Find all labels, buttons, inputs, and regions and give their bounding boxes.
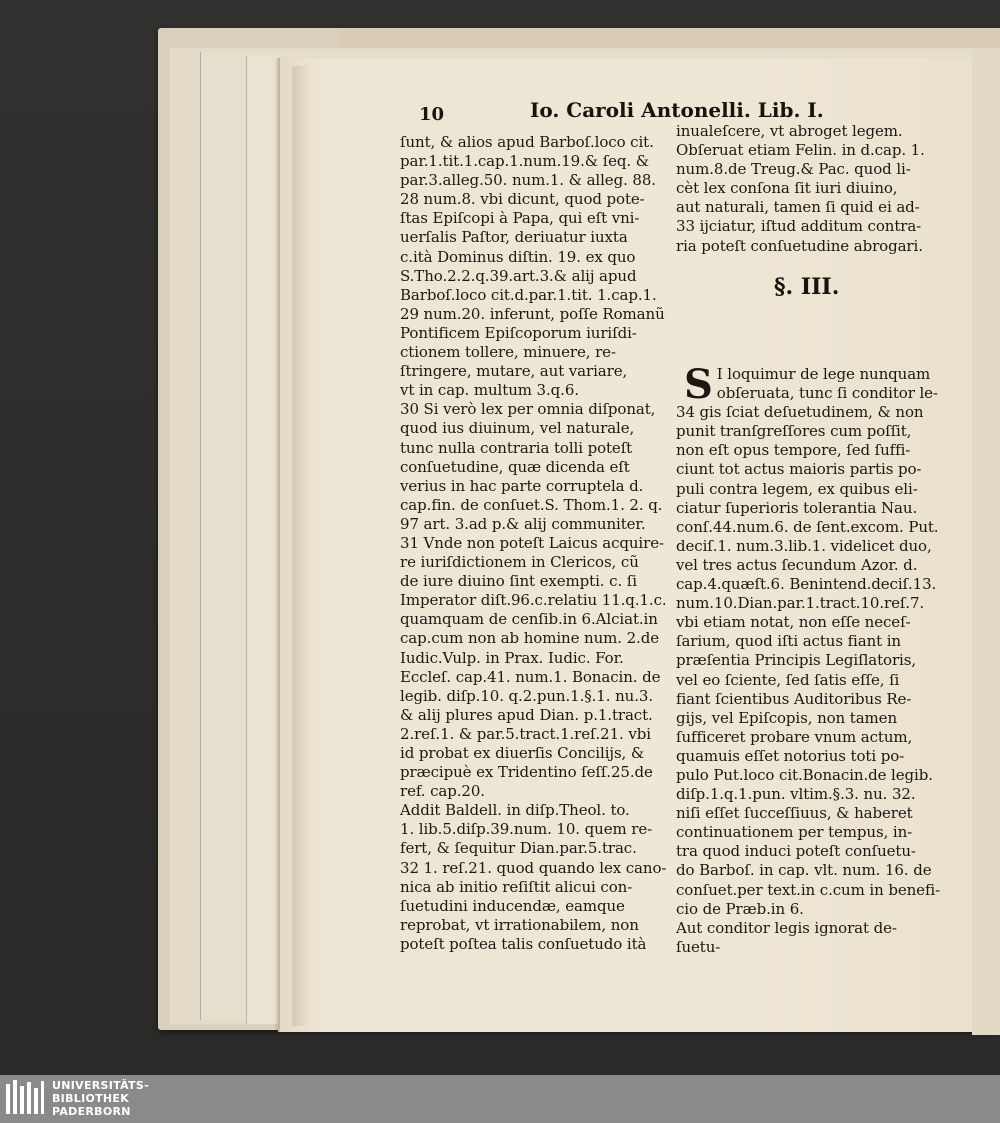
text-line: obſeruata, tunc ſi conditor le- (716, 384, 938, 403)
text-line: præſentia Principis Legiſlatoris, (676, 651, 917, 670)
text-line: Imperator diſt.96.c.relatiu 11.q.1.c. (400, 591, 667, 610)
text-line: cap.fin. de conſuet.S. Thom.1. 2. q. (400, 495, 663, 514)
library-name (52, 1079, 149, 1118)
text-line: quamuis eſſet notorius toti po- (676, 746, 905, 765)
text-line: tunc nulla contraria tolli poteſt (400, 438, 633, 457)
text-line: Eccleſ. cap.41. num.1. Bonacin. de (400, 667, 661, 686)
library-name-line: PADERBORN (52, 1105, 131, 1118)
library-footer-bar (0, 1075, 1000, 1123)
text-line: quod ius diuinum, vel naturale, (400, 419, 635, 438)
text-line: num.10.Dian.par.1.tract.10.reſ.7. (676, 594, 925, 613)
text-line: 32 1. reſ.21. quod quando lex cano- (400, 858, 667, 877)
text-line: 97 art. 3.ad p.& alij communiter. (400, 514, 646, 533)
text-line: conſuet.per text.in c.cum in benefi- (676, 880, 941, 899)
text-line: nica ab initio reſiſtit alicui con- (400, 877, 633, 896)
text-line: conſ.44.num.6. de ſent.excom. Put. (676, 517, 939, 536)
text-line: num.8.de Treug.& Pac. quod li- (676, 160, 911, 179)
section-title: §. III. (774, 274, 840, 300)
text-line: ref. cap.20. (400, 782, 485, 801)
text-line: gijs, vel Epiſcopis, non tamen (676, 708, 898, 727)
text-line: ſtas Epiſcopi à Papa, qui eſt vni- (400, 209, 640, 228)
text-line: vel tres actus ſecundum Azor. d. (676, 555, 918, 574)
text-line: 1. lib.5.diſp.39.num. 10. quem re- (400, 820, 653, 839)
left-column-text (400, 133, 667, 954)
text-line: ſtringere, mutare, aut variare, (400, 362, 628, 381)
text-line: par.3.alleg.50. num.1. & alleg. 88. (400, 171, 656, 190)
text-line: ria poteſt conſuetudine abrogari. (676, 236, 923, 255)
text-line: ſufficeret probare vnum actum, (676, 727, 913, 746)
text-line: ciunt tot actus maioris partis po- (676, 460, 922, 479)
text-line: quamquam de cenſib.in 6.Alciat.in (400, 610, 658, 629)
text-line: Addit Baldell. in diſp.Theol. to. (400, 801, 630, 820)
text-line: ſunt, & alios apud Barboſ.loco cit. (400, 133, 654, 151)
text-line: reprobat, vt irrationabilem, non (400, 915, 639, 934)
top-page-edge (340, 30, 1000, 48)
text-line: ſuetudini inducendæ, eamque (400, 896, 625, 915)
text-line: de iure diuino ſint exempti. c. ſi (400, 572, 637, 591)
text-line: Obſeruat etiam Felin. in d.cap. 1. (676, 141, 925, 160)
text-line: inualeſcere, vt abroget legem. (676, 122, 903, 140)
right-column-body-text (676, 361, 941, 957)
text-line: & alij plures apud Dian. p.1.tract. (400, 705, 653, 724)
page-number: 10 (419, 104, 445, 125)
text-line: vel eo ſciente, ſed ſatis eſſe, ſi (676, 670, 900, 689)
text-line: 31 Vnde non poteſt Laicus acquire- (400, 533, 664, 552)
text-line: 29 num.20. inferunt, poſſe Romanũ (400, 304, 665, 323)
text-line: aut naturali, tamen ſi quid ei ad- (676, 198, 920, 217)
text-line: ſuetu- (676, 937, 721, 956)
text-line: niſi eſſet ſucceſſiuus, & haberet (676, 804, 913, 823)
text-line: diſp.1.q.1.pun. vltim.§.3. nu. 32. (676, 785, 916, 804)
text-line: fiant ſcientibus Auditoribus Re- (676, 689, 912, 708)
text-line: punit tranſgreſſores cum poſſit, (676, 422, 912, 441)
text-line: ctionem tollere, minuere, re- (400, 343, 616, 362)
text-line: verius in hac parte corruptela d. (400, 476, 644, 495)
text-line: 34 gis ſciat deſuetudinem, & non (676, 403, 924, 422)
text-line: Barboſ.loco cit.d.par.1.tit. 1.cap.1. (400, 285, 657, 304)
text-line: ſarium, quod iſti actus fiant in (676, 632, 901, 651)
text-line: uerſalis Paſtor, deriuatur iuxta (400, 228, 628, 247)
text-line: cap.cum non ab homine num. 2.de (400, 629, 659, 648)
text-line: c.ità Dominus diſtin. 19. ex quo (400, 247, 636, 266)
facing-page-edge (972, 50, 1000, 1035)
text-line: I loquimur de lege nunquam (716, 365, 931, 383)
text-line: fert, & ſequitur Dian.par.5.trac. (400, 839, 637, 858)
text-line: puli contra legem, ex quibus eli- (676, 479, 918, 498)
text-line: Iudic.Vulp. in Prax. Iudic. For. (400, 648, 624, 667)
text-line: 28 num.8. vbi dicunt, quod pote- (400, 190, 645, 209)
text-line: vt in cap. multum 3.q.6. (400, 381, 579, 400)
text-line: Aut conditor legis ignorat de- (676, 918, 897, 937)
text-line: do Barboſ. in cap. vlt. num. 16. de (676, 861, 932, 880)
text-line: tra quod induci poteſt conſuetu- (676, 842, 916, 861)
text-line: re iuriſdictionem in Clericos, cũ (400, 553, 639, 572)
text-line: pulo Put.loco cit.Bonacin.de legib. (676, 765, 933, 784)
page-gutter-shadow (292, 66, 310, 1026)
text-line: Pontificem Epiſcoporum iuriſdi- (400, 323, 637, 342)
text-line: legib. diſp.10. q.2.pun.1.§.1. nu.3. (400, 686, 653, 705)
text-line: 30 Si verò lex per omnia diſponat, (400, 400, 656, 419)
library-name-line: UNIVERSITÄTS- (52, 1079, 149, 1092)
drop-cap-initial: S (684, 361, 713, 408)
text-line: non eſt opus tempore, ſed ſuffi- (676, 441, 911, 460)
text-line: cio de Præb.in 6. (676, 899, 804, 918)
library-name-line: BIBLIOTHEK (52, 1092, 130, 1105)
text-line: conſuetudine, quæ dicenda eſt (400, 457, 630, 476)
right-column-top-text (676, 122, 925, 256)
text-line: cap.4.quæſt.6. Benintend.deciſ.13. (676, 575, 937, 594)
text-line: cèt lex conſona ſit iuri diuino, (676, 179, 898, 198)
text-line: 2.reſ.1. & par.5.tract.1.reſ.21. vbi (400, 724, 651, 743)
text-line: ciatur ſuperioris tolerantia Nau. (676, 498, 918, 517)
text-line: præcipuè ex Tridentino ſeſſ.25.de (400, 763, 653, 782)
running-head: Io. Caroli Antonelli. Lib. I. (530, 98, 824, 122)
text-line: id probat ex diuerſis Concilijs, & (400, 744, 645, 762)
text-line: 33 ijciatur, iſtud additum contra- (676, 217, 922, 236)
text-line: par.1.tit.1.cap.1.num.19.& ſeq. & (400, 152, 650, 171)
text-line: vbi etiam notat, non eſſe neceſ- (676, 613, 911, 632)
text-line: poteſt poſtea talis conſuetudo ità (400, 934, 647, 953)
text-line: S.Tho.2.2.q.39.art.3.& alij apud (400, 266, 637, 285)
text-line: continuationem per tempus, in- (676, 823, 913, 842)
text-line: deciſ.1. num.3.lib.1. videlicet duo, (676, 536, 932, 555)
library-logo-icon (4, 1078, 46, 1118)
